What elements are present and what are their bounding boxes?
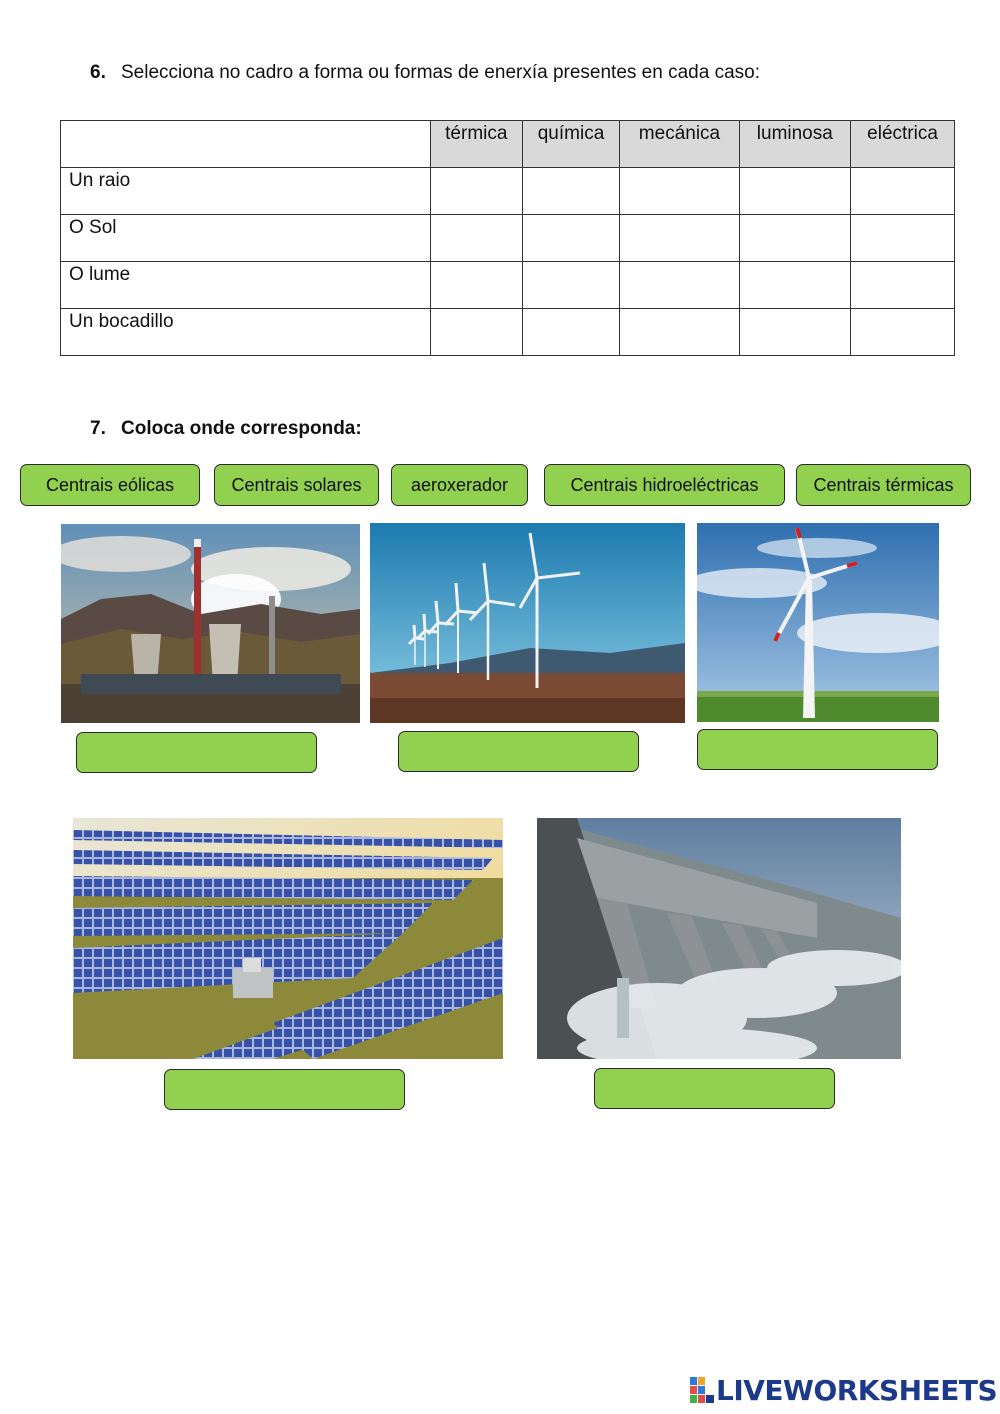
row-label: O lume bbox=[61, 262, 431, 309]
liveworksheets-logo bbox=[690, 1374, 997, 1406]
liveworksheets-logo-icon bbox=[690, 1376, 714, 1404]
option-chip-termicas[interactable]: Centrais térmicas bbox=[796, 464, 971, 506]
answer-slot-1[interactable] bbox=[76, 732, 317, 773]
single-wind-turbine-photo bbox=[697, 523, 939, 722]
wind-farm-photo bbox=[370, 523, 685, 723]
option-chip-solares[interactable]: Centrais solares bbox=[214, 464, 379, 506]
answer-cell[interactable] bbox=[851, 168, 955, 215]
answer-cell[interactable] bbox=[739, 215, 851, 262]
table-row bbox=[61, 262, 955, 309]
answer-slot-2[interactable] bbox=[398, 731, 639, 772]
hydroelectric-dam-photo bbox=[537, 818, 901, 1059]
question-7-text: Coloca onde corresponda: bbox=[121, 418, 362, 439]
answer-cell[interactable] bbox=[739, 168, 851, 215]
answer-slot-5[interactable] bbox=[594, 1068, 835, 1109]
liveworksheets-logo-text: LIVEWORKSHEETS bbox=[716, 1373, 998, 1407]
answer-cell[interactable] bbox=[739, 309, 851, 356]
answer-cell[interactable] bbox=[851, 262, 955, 309]
row-label: Un bocadillo bbox=[61, 309, 431, 356]
option-chip-aeroxerador[interactable]: aeroxerador bbox=[391, 464, 528, 506]
energy-forms-table bbox=[60, 120, 955, 356]
column-header: mecánica bbox=[620, 121, 739, 168]
answer-cell[interactable] bbox=[851, 215, 955, 262]
answer-slot-4[interactable] bbox=[164, 1069, 405, 1110]
answer-cell[interactable] bbox=[522, 215, 620, 262]
answer-cell[interactable] bbox=[431, 309, 523, 356]
question-6-text: Selecciona no cadro a forma ou formas de enerxía presentes en cada caso: bbox=[121, 62, 760, 83]
column-header: luminosa bbox=[739, 121, 851, 168]
row-label: O Sol bbox=[61, 215, 431, 262]
table-row bbox=[61, 215, 955, 262]
answer-cell[interactable] bbox=[620, 309, 739, 356]
column-header: térmica bbox=[431, 121, 523, 168]
answer-cell[interactable] bbox=[522, 309, 620, 356]
answer-cell[interactable] bbox=[522, 168, 620, 215]
answer-cell[interactable] bbox=[431, 215, 523, 262]
option-chip-eolicas[interactable]: Centrais eólicas bbox=[20, 464, 200, 506]
question-7-heading bbox=[90, 418, 362, 440]
option-chip-hidroelectricas[interactable]: Centrais hidroeléctricas bbox=[544, 464, 785, 506]
answer-cell[interactable] bbox=[851, 309, 955, 356]
table-row bbox=[61, 309, 955, 356]
answer-cell[interactable] bbox=[431, 168, 523, 215]
question-6-heading bbox=[90, 62, 760, 84]
table-corner-cell bbox=[61, 121, 431, 168]
answer-cell[interactable] bbox=[620, 215, 739, 262]
table-header-row bbox=[61, 121, 955, 168]
question-6-number: 6. bbox=[90, 62, 106, 83]
answer-cell[interactable] bbox=[620, 262, 739, 309]
table-row bbox=[61, 168, 955, 215]
thermal-power-plant-photo bbox=[61, 524, 360, 723]
answer-cell[interactable] bbox=[522, 262, 620, 309]
answer-cell[interactable] bbox=[620, 168, 739, 215]
row-label: Un raio bbox=[61, 168, 431, 215]
answer-cell[interactable] bbox=[739, 262, 851, 309]
column-header: eléctrica bbox=[851, 121, 955, 168]
answer-slot-3[interactable] bbox=[697, 729, 938, 770]
column-header: química bbox=[522, 121, 620, 168]
solar-farm-photo bbox=[73, 818, 503, 1059]
question-7-number: 7. bbox=[90, 418, 106, 439]
answer-cell[interactable] bbox=[431, 262, 523, 309]
